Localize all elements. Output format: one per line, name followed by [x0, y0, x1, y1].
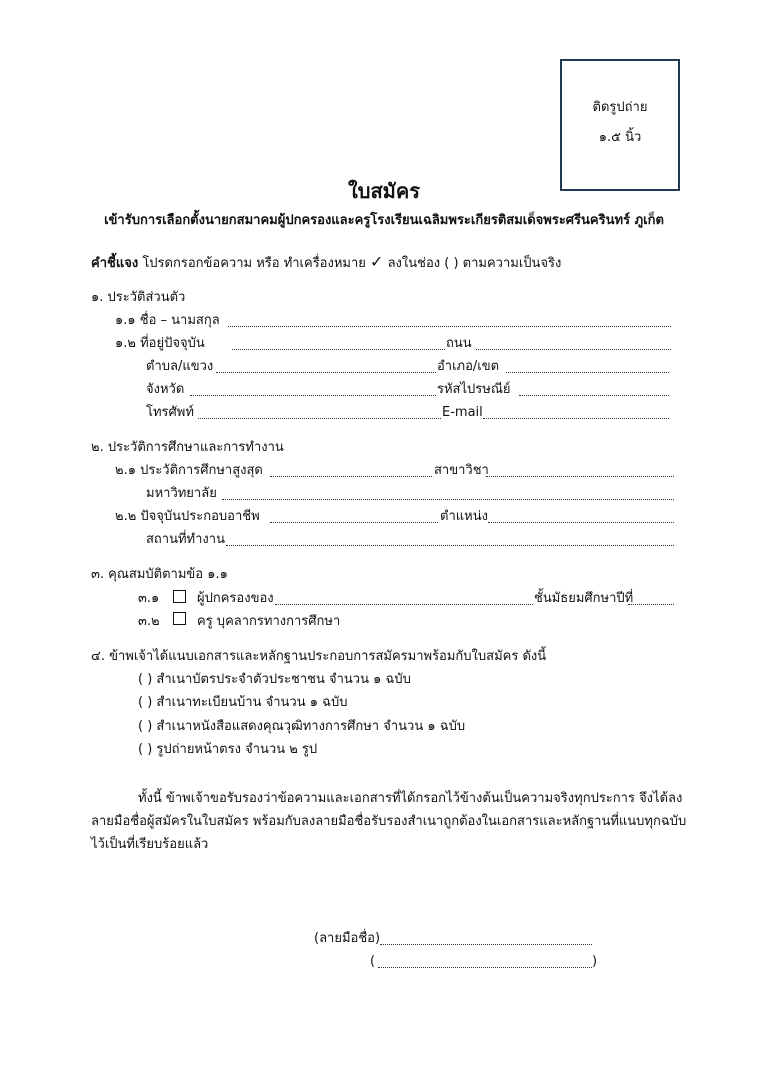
section2-heading: ๒. ประวัติการศึกษาและการทำงาน: [91, 440, 284, 455]
qualification2-label: ครู บุคลากรทางการศึกษา: [197, 614, 341, 629]
photo-box-size: ๑.๕ นิ้ว: [598, 130, 642, 145]
province-field[interactable]: [190, 395, 436, 396]
workplace-label: สถานที่ทำงาน: [146, 532, 225, 547]
qualification1-field[interactable]: [275, 604, 533, 605]
postcode-label: รหัสไปรษณีย์: [437, 382, 511, 397]
declaration-line3: ไว้เป็นที่เรียบร้อยแล้ว: [91, 837, 209, 852]
postcode-field[interactable]: [519, 395, 669, 396]
instruction-label: คำชี้แจง: [91, 256, 139, 271]
instruction-row: [91, 253, 561, 273]
road-label: ถนน: [446, 336, 472, 351]
occupation-field[interactable]: [270, 522, 438, 523]
signature-field[interactable]: [380, 944, 592, 945]
subdistrict-field[interactable]: [216, 372, 436, 373]
section4-heading: ๔. ข้าพเจ้าได้แนบเอกสารและหลักฐานประกอบการสมัครมาพร้อมกับใบสมัคร ดังนี้: [91, 649, 547, 664]
qualification1-label: ผู้ปกครองของ: [197, 591, 274, 606]
attachment-item[interactable]: ( ) สำเนาทะเบียนบ้าน จำนวน ๑ ฉบับ: [138, 695, 348, 710]
education-label: ๒.๑ ประวัติการศึกษาสูงสุด: [115, 463, 263, 478]
phone-field[interactable]: [198, 418, 441, 419]
road-field[interactable]: [476, 349, 671, 350]
section1-heading: ๑. ประวัติส่วนตัว: [91, 290, 186, 305]
email-label: E-mail: [442, 405, 483, 420]
district-field[interactable]: [506, 372, 669, 373]
address-field[interactable]: [232, 349, 445, 350]
position-label: ตำแหน่ง: [440, 509, 488, 524]
university-label: มหาวิทยาลัย: [146, 486, 217, 501]
photo-box: [560, 59, 680, 191]
form-title: ใบสมัคร: [348, 179, 420, 203]
signature-open-paren: (: [370, 954, 376, 969]
attachment-item[interactable]: ( ) สำเนาหนังสือแสดงคุณวุฒิทางการศึกษา จำนวน ๑ ฉบับ: [138, 719, 466, 734]
district-label: อำเภอ/เขต: [437, 359, 500, 374]
phone-label: โทรศัพท์: [146, 405, 194, 420]
check-mark-icon: ✓: [370, 252, 384, 271]
attachment-item[interactable]: ( ) สำเนาบัตรประจำตัวประชาชน จำนวน ๑ ฉบับ: [138, 672, 411, 687]
workplace-field[interactable]: [226, 545, 674, 546]
university-field[interactable]: [222, 499, 674, 500]
declaration-line2: ลายมือชื่อผู้สมัครในใบสมัคร พร้อมกับลงลายมือชื่อรับรองสำเนาถูกต้องในเอกสารและหลักฐานที่แนบทุกฉบับ: [91, 814, 687, 829]
position-field[interactable]: [488, 522, 674, 523]
section3-heading: ๓. คุณสมบัติตามข้อ ๑.๑: [91, 567, 228, 582]
form-subtitle: เข้ารับการเลือกตั้งนายกสมาคมผู้ปกครองและครูโรงเรียนเฉลิมพระเกียรติสมเด็จพระศรีนครินทร์ ภูเก็ต: [104, 213, 664, 228]
instruction-text-before: โปรดกรอกข้อความ หรือ ทำเครื่องหมาย: [142, 256, 366, 271]
qualification1-number: ๓.๑: [138, 591, 160, 606]
education-field[interactable]: [270, 476, 432, 477]
qualification1-checkbox[interactable]: [173, 590, 186, 603]
email-field[interactable]: [483, 418, 669, 419]
signature-close-paren: ): [592, 954, 598, 969]
province-label: จังหวัด: [146, 382, 185, 397]
subdistrict-label: ตำบล/แขวง: [146, 359, 214, 374]
name-label: ๑.๑ ชื่อ – นามสกุล: [115, 313, 220, 328]
name-field[interactable]: [228, 326, 671, 327]
qualification1-grade-field[interactable]: [628, 604, 674, 605]
occupation-label: ๒.๒ ปัจจุบันประกอบอาชีพ: [115, 509, 260, 524]
major-field[interactable]: [486, 476, 674, 477]
qualification2-number: ๓.๒: [138, 614, 160, 629]
attachment-item[interactable]: ( ) รูปถ่ายหน้าตรง จำนวน ๒ รูป: [138, 742, 318, 757]
qualification2-checkbox[interactable]: [173, 612, 186, 625]
qualification1-grade-label: ชั้นมัธยมศึกษาปีที่: [534, 591, 634, 606]
major-label: สาขาวิชา: [434, 463, 489, 478]
signature-label: (ลายมือชื่อ): [314, 931, 381, 946]
address-label: ๑.๒ ที่อยู่ปัจจุบัน: [115, 336, 205, 351]
printed-name-field[interactable]: [378, 967, 592, 968]
instruction-text-after: ลงในช่อง ( ) ตามความเป็นจริง: [387, 256, 562, 271]
declaration-line1: ทั้งนี้ ข้าพเจ้าขอรับรองว่าข้อความและเอกสารที่ได้กรอกไว้ข้างต้นเป็นความจริงทุกประการ จึงได้ลง: [138, 791, 683, 806]
photo-box-label: ติดรูปถ่าย: [592, 100, 648, 115]
